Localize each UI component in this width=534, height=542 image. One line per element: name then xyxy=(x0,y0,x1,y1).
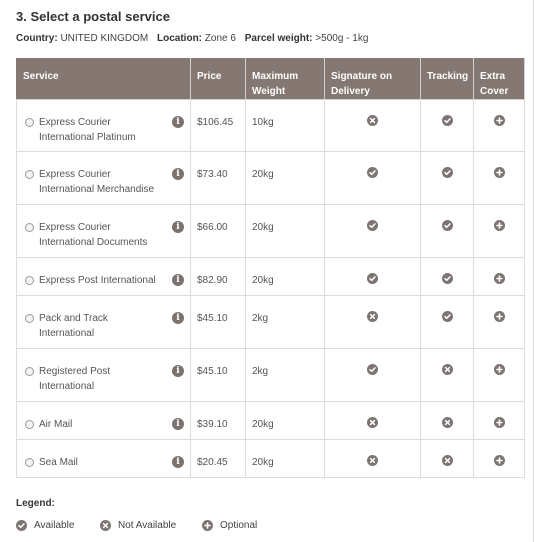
x-circle-icon xyxy=(100,520,111,531)
legend-title: Legend: xyxy=(16,498,55,509)
service-cell xyxy=(17,100,191,152)
header-tracking: Tracking xyxy=(421,58,474,100)
table-header-row xyxy=(17,58,525,100)
legend-label-not-available: Not Available xyxy=(118,520,177,531)
price-cell: $20.45 xyxy=(191,440,246,478)
signature-cell xyxy=(325,402,421,440)
tracking-cell xyxy=(421,440,474,478)
service-radio[interactable] xyxy=(25,170,34,179)
service-cell xyxy=(17,152,191,205)
info-icon[interactable]: i xyxy=(172,365,184,377)
service-name-line2: International xyxy=(39,381,95,392)
service-name-line1: Express Courier xyxy=(39,117,111,128)
extra-cover-cell xyxy=(474,100,525,152)
service-radio[interactable] xyxy=(25,118,34,127)
table-row[interactable] xyxy=(17,152,525,205)
service-cell xyxy=(17,402,191,440)
plus-circle-icon xyxy=(494,364,505,375)
table-row[interactable] xyxy=(17,440,525,478)
check-circle-icon xyxy=(367,220,378,231)
header-max-weight: Maximum Weight xyxy=(246,58,325,100)
header-extra-cover: Extra Cover xyxy=(474,58,525,100)
max-weight-cell: 2kg xyxy=(246,296,325,349)
weight-label: Parcel weight: xyxy=(244,33,313,44)
check-circle-icon xyxy=(442,115,453,126)
check-circle-icon xyxy=(442,311,453,322)
service-name-line2: International Documents xyxy=(39,237,148,248)
table-row[interactable] xyxy=(17,258,525,296)
max-weight-cell: 20kg xyxy=(246,440,325,478)
location-label: Location: xyxy=(157,33,203,44)
plus-circle-icon xyxy=(494,273,505,284)
extra-cover-cell xyxy=(474,152,525,205)
service-name-line1: Air Mail xyxy=(39,419,73,430)
service-radio[interactable] xyxy=(25,458,34,467)
legend-item-not-available xyxy=(100,520,176,531)
service-name-line1: Express Courier xyxy=(39,222,111,233)
max-weight-cell: 20kg xyxy=(246,402,325,440)
service-name-line2: International xyxy=(39,328,95,339)
max-weight-cell: 20kg xyxy=(246,152,325,205)
service-name-line2: International Merchandise xyxy=(39,184,155,195)
check-circle-icon xyxy=(442,167,453,178)
legend-item-optional xyxy=(202,520,257,531)
info-icon[interactable]: i xyxy=(172,221,184,233)
price-cell: $82.90 xyxy=(191,258,246,296)
max-weight-cell: 2kg xyxy=(246,349,325,402)
extra-cover-cell xyxy=(474,402,525,440)
legend-label-optional: Optional xyxy=(220,520,258,531)
check-circle-icon xyxy=(442,220,453,231)
table-row[interactable] xyxy=(17,296,525,349)
info-icon[interactable]: i xyxy=(172,418,184,430)
service-radio[interactable] xyxy=(25,420,34,429)
service-name-line1: Sea Mail xyxy=(39,457,78,468)
table-row[interactable] xyxy=(17,349,525,402)
service-cell xyxy=(17,205,191,258)
table-row[interactable] xyxy=(17,100,525,152)
service-radio[interactable] xyxy=(25,367,34,376)
extra-cover-cell xyxy=(474,440,525,478)
price-cell: $73.40 xyxy=(191,152,246,205)
signature-cell xyxy=(325,349,421,402)
service-cell xyxy=(17,440,191,478)
max-weight-cell: 20kg xyxy=(246,258,325,296)
check-circle-icon xyxy=(367,167,378,178)
legend-label-available: Available xyxy=(34,520,75,531)
info-icon[interactable]: i xyxy=(172,312,184,324)
price-cell: $66.00 xyxy=(191,205,246,258)
service-name-line2: International Platinum xyxy=(39,132,136,143)
plus-circle-icon xyxy=(494,455,505,466)
price-cell: $45.10 xyxy=(191,349,246,402)
extra-cover-cell xyxy=(474,349,525,402)
x-circle-icon xyxy=(367,115,378,126)
table-row[interactable] xyxy=(17,402,525,440)
tracking-cell xyxy=(421,258,474,296)
service-cell xyxy=(17,258,191,296)
plus-circle-icon xyxy=(202,520,213,531)
x-circle-icon xyxy=(442,417,453,428)
tracking-cell xyxy=(421,205,474,258)
signature-cell xyxy=(325,258,421,296)
plus-circle-icon xyxy=(494,311,505,322)
price-cell: $45.10 xyxy=(191,296,246,349)
extra-cover-cell xyxy=(474,258,525,296)
check-circle-icon xyxy=(16,520,27,531)
plus-circle-icon xyxy=(494,167,505,178)
shipment-summary xyxy=(16,33,368,44)
country-value: UNITED KINGDOM xyxy=(60,33,149,44)
tracking-cell xyxy=(421,100,474,152)
legend-item-available xyxy=(16,520,74,531)
country-label: Country: xyxy=(16,33,58,44)
extra-cover-cell xyxy=(474,205,525,258)
info-icon[interactable]: i xyxy=(172,116,184,128)
signature-cell xyxy=(325,296,421,349)
service-radio[interactable] xyxy=(25,314,34,323)
service-radio[interactable] xyxy=(25,276,34,285)
service-radio[interactable] xyxy=(25,223,34,232)
location-value: Zone 6 xyxy=(204,33,236,44)
check-circle-icon xyxy=(367,364,378,375)
plus-circle-icon xyxy=(494,417,505,428)
max-weight-cell: 10kg xyxy=(246,100,325,152)
tracking-cell xyxy=(421,152,474,205)
tracking-cell xyxy=(421,296,474,349)
service-name-line1: Pack and Track xyxy=(39,313,108,324)
signature-cell xyxy=(325,440,421,478)
plus-circle-icon xyxy=(494,115,505,126)
price-cell: $106.45 xyxy=(191,100,246,152)
extra-cover-cell xyxy=(474,296,525,349)
service-cell xyxy=(17,296,191,349)
x-circle-icon xyxy=(367,455,378,466)
info-icon[interactable]: i xyxy=(172,168,184,180)
x-circle-icon xyxy=(442,364,453,375)
info-icon[interactable]: i xyxy=(172,456,184,468)
signature-cell xyxy=(325,152,421,205)
service-name-line1: Registered Post xyxy=(39,366,111,377)
section-title: 3. Select a postal service xyxy=(16,9,170,24)
plus-circle-icon xyxy=(494,220,505,231)
x-circle-icon xyxy=(367,417,378,428)
header-signature: Signature on Delivery xyxy=(325,58,421,100)
weight-value: >500g - 1kg xyxy=(315,33,369,44)
x-circle-icon xyxy=(367,311,378,322)
services-table xyxy=(16,58,525,478)
tracking-cell xyxy=(421,402,474,440)
header-service: Service xyxy=(17,58,191,100)
table-row[interactable] xyxy=(17,205,525,258)
price-cell: $39.10 xyxy=(191,402,246,440)
header-price: Price xyxy=(191,58,246,100)
check-circle-icon xyxy=(367,273,378,284)
signature-cell xyxy=(325,100,421,152)
tracking-cell xyxy=(421,349,474,402)
x-circle-icon xyxy=(442,455,453,466)
service-name-line1: Express Courier xyxy=(39,169,111,180)
signature-cell xyxy=(325,205,421,258)
service-cell xyxy=(17,349,191,402)
info-icon[interactable]: i xyxy=(172,274,184,286)
max-weight-cell: 20kg xyxy=(246,205,325,258)
check-circle-icon xyxy=(442,273,453,284)
service-name-line1: Express Post International xyxy=(39,275,156,286)
